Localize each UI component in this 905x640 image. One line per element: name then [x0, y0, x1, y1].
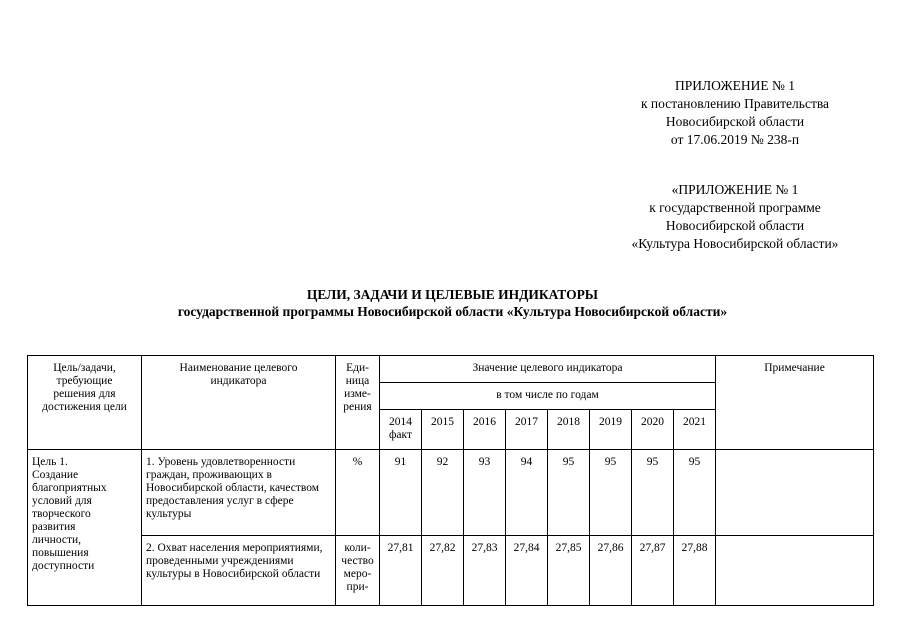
value-cell: 27,82	[422, 536, 464, 606]
program-appendix-header	[600, 181, 870, 253]
header-note: Примечание	[716, 356, 874, 450]
value-cell: 95	[674, 450, 716, 536]
value-cell: 27,83	[464, 536, 506, 606]
indicator-cell: 2. Охват населения мероприятиями, проведенными учреждениями культуры в Новосибирской области	[142, 536, 336, 606]
appendix-line: Новосибирской области	[665, 114, 805, 129]
value-cell: 93	[464, 450, 506, 536]
appendix-line: «ПРИЛОЖЕНИЕ № 1	[671, 182, 799, 197]
indicator-cell: 1. Уровень удовлетворенности граждан, проживающих в Новосибирской области, качеством предоставления услуг в сфере культуры	[142, 450, 336, 536]
value-cell: 27,84	[506, 536, 548, 606]
value-cell: 27,88	[674, 536, 716, 606]
unit-cell: %	[336, 450, 380, 536]
value-cell: 27,86	[590, 536, 632, 606]
year-header: 2016	[464, 410, 506, 450]
indicators-table	[27, 355, 874, 606]
header-by-years: в том числе по годам	[380, 383, 716, 410]
header-value: Значение целевого индикатора	[380, 356, 716, 383]
document-title	[0, 286, 905, 320]
value-cell: 27,87	[632, 536, 674, 606]
year-header: 2021	[674, 410, 716, 450]
appendix-line: Новосибирской области	[665, 218, 805, 233]
value-cell: 95	[590, 450, 632, 536]
year-header: 2014 факт	[380, 410, 422, 450]
unit-cell: коли- чество меро- при-	[336, 536, 380, 606]
note-cell	[716, 536, 874, 606]
year-header: 2017	[506, 410, 548, 450]
appendix-line: ПРИЛОЖЕНИЕ № 1	[674, 78, 796, 93]
header-goal: Цель/задачи, требующие решения для достижения цели	[28, 356, 142, 450]
header-indicator: Наименование целевого индикатора	[142, 356, 336, 450]
value-cell: 92	[422, 450, 464, 536]
value-cell: 91	[380, 450, 422, 536]
appendix-line: к государственной программе	[649, 200, 821, 215]
title-line-2: государственной программы Новосибирской области «Культура Новосибирской области»	[177, 304, 728, 319]
value-cell: 95	[548, 450, 590, 536]
year-header: 2018	[548, 410, 590, 450]
appendix-header	[600, 77, 870, 149]
title-line-1: ЦЕЛИ, ЗАДАЧИ И ЦЕЛЕВЫЕ ИНДИКАТОРЫ	[306, 287, 599, 302]
note-cell	[716, 450, 874, 536]
year-header: 2015	[422, 410, 464, 450]
value-cell: 94	[506, 450, 548, 536]
goal-cell: Цель 1. Создание благоприятных условий для творческого развития личности, повышения доступности	[28, 450, 142, 606]
value-cell: 95	[632, 450, 674, 536]
value-cell: 27,85	[548, 536, 590, 606]
year-header: 2020	[632, 410, 674, 450]
appendix-line: «Культура Новосибирской области»	[631, 236, 839, 251]
year-header: 2019	[590, 410, 632, 450]
value-cell: 27,81	[380, 536, 422, 606]
appendix-line: к постановлению Правительства	[640, 96, 830, 111]
header-unit: Еди- ница изме- рения	[336, 356, 380, 450]
appendix-line: от 17.06.2019 № 238-п	[670, 132, 800, 147]
